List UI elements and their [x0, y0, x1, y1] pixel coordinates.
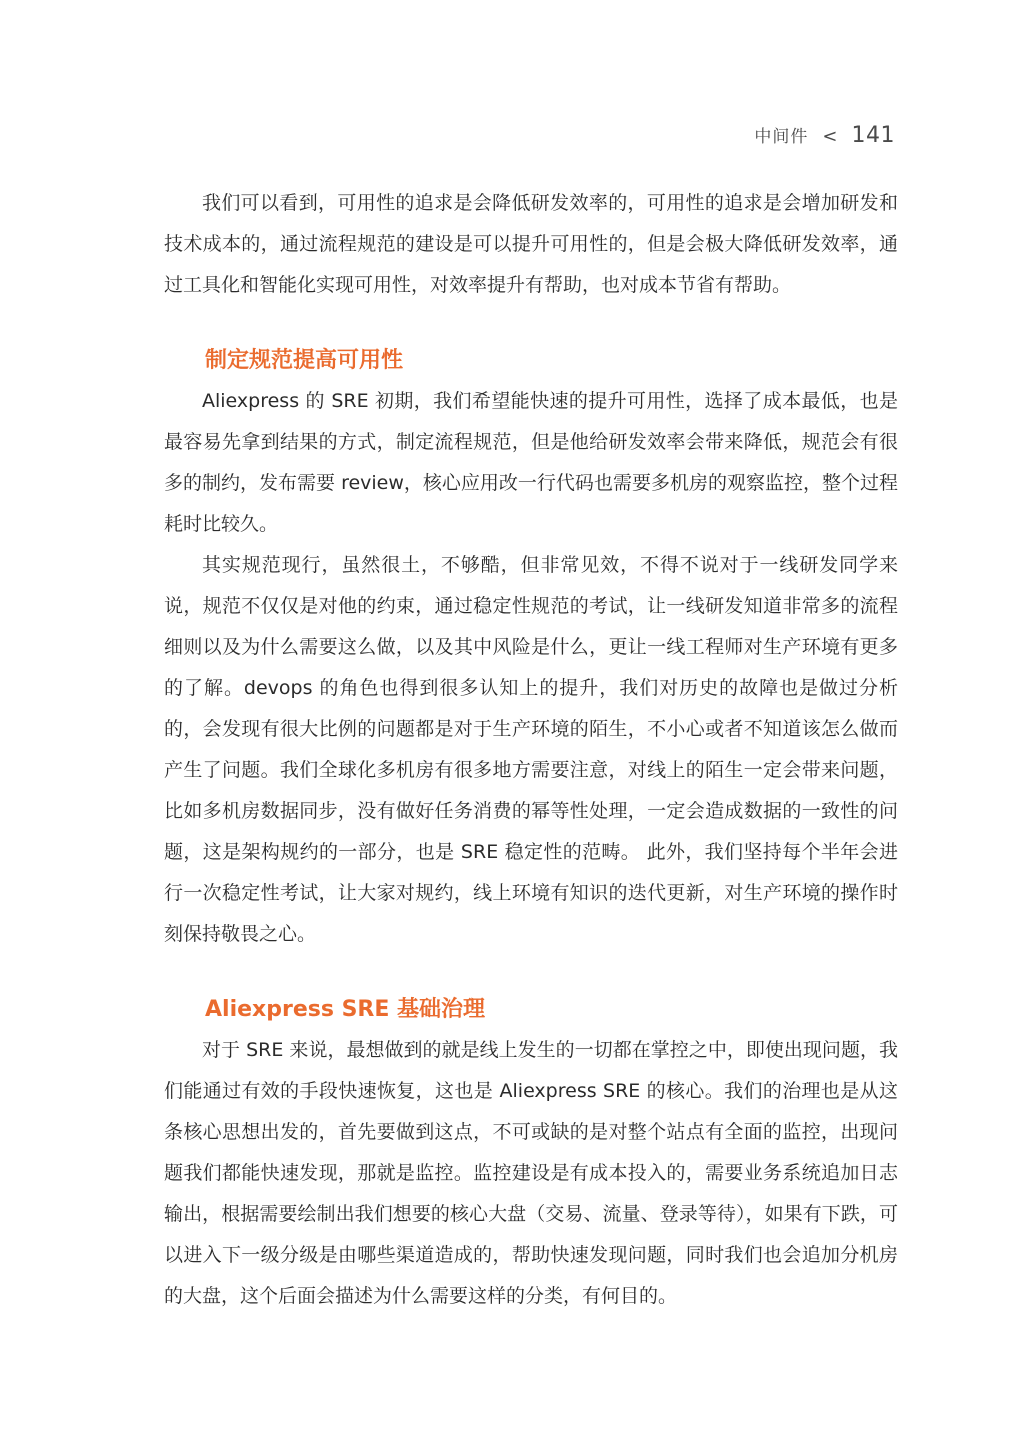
page-number: 141: [851, 123, 895, 148]
running-header-separator: <: [822, 126, 838, 147]
intro-paragraph: 我们可以看到，可用性的追求是会降低研发效率的，可用性的追求是会增加研发和技术成本的，通过流程规范的建设是可以提升可用性的，但是会极大降低研发效率，通过工具化和智能化实现可用性，对效率提升有帮助，也对成本节省有帮助。: [164, 192, 898, 296]
section1-paragraph-2: 其实规范现行，虽然很土，不够酷，但非常见效，不得不说对于一线研发同学来说，规范不仅仅是对他的约束，通过稳定性规范的考试，让一线研发知道非常多的流程细则以及为什么需要这么做，以及其中风险是什么，更让一线工程师对生产环境有更多的了解。devops 的角色也得到很多认知上的提升，我们对历史的故障也是做过分析的，会发现有很大比例的问题都是对于生产环境的陌生，不小心或者不知道该怎么做而产生了问题。我们全球化多机房有很多地方需要注意，对线上的陌生一定会带来问题，比如多机房数据同步，没有做好任务消费的幂等性处理，一定会造成数据的一致性的问题，这是架构规约的一部分，也是 SRE 稳定性的范畴。 此外，我们坚持每个半年会进行一次稳定性考试，让大家对规约，线上环境有知识的迭代更新，对生产环境的操作时刻保持敬畏之心。: [164, 554, 898, 945]
page-header: [754, 122, 895, 148]
section-heading-governance: Aliexpress SRE 基础治理: [205, 997, 486, 1022]
spacer: [164, 306, 898, 340]
running-header-section: 中间件: [754, 127, 809, 147]
page-content: [164, 183, 898, 1317]
section-heading-standards: 制定规范提高可用性: [205, 348, 404, 373]
section2-paragraph-1: 对于 SRE 来说，最想做到的就是线上发生的一切都在掌控之中，即使出现问题，我们能通过有效的手段快速恢复，这也是 Aliexpress SRE 的核心。我们的治理也是从这条核心思想出发的，首先要做到这点，不可或缺的是对整个站点有全面的监控，出现问题我们都能快速发现，那就是监控。监控建设是有成本投入的，需要业务系统追加日志输出，根据需要绘制出我们想要的核心大盘（交易、流量、登录等待），如果有下跌，可以进入下一级分级是由哪些渠道造成的，帮助快速发现问题，同时我们也会追加分机房的大盘，这个后面会描述为什么需要这样的分类，有何目的。: [164, 1039, 898, 1307]
spacer: [164, 955, 898, 989]
section1-paragraph-1: Aliexpress 的 SRE 初期，我们希望能快速的提升可用性，选择了成本最低，也是最容易先拿到结果的方式，制定流程规范，但是他给研发效率会带来降低，规范会有很多的制约，发布需要 review，核心应用改一行代码也需要多机房的观察监控，整个过程耗时比较久。: [164, 390, 898, 535]
